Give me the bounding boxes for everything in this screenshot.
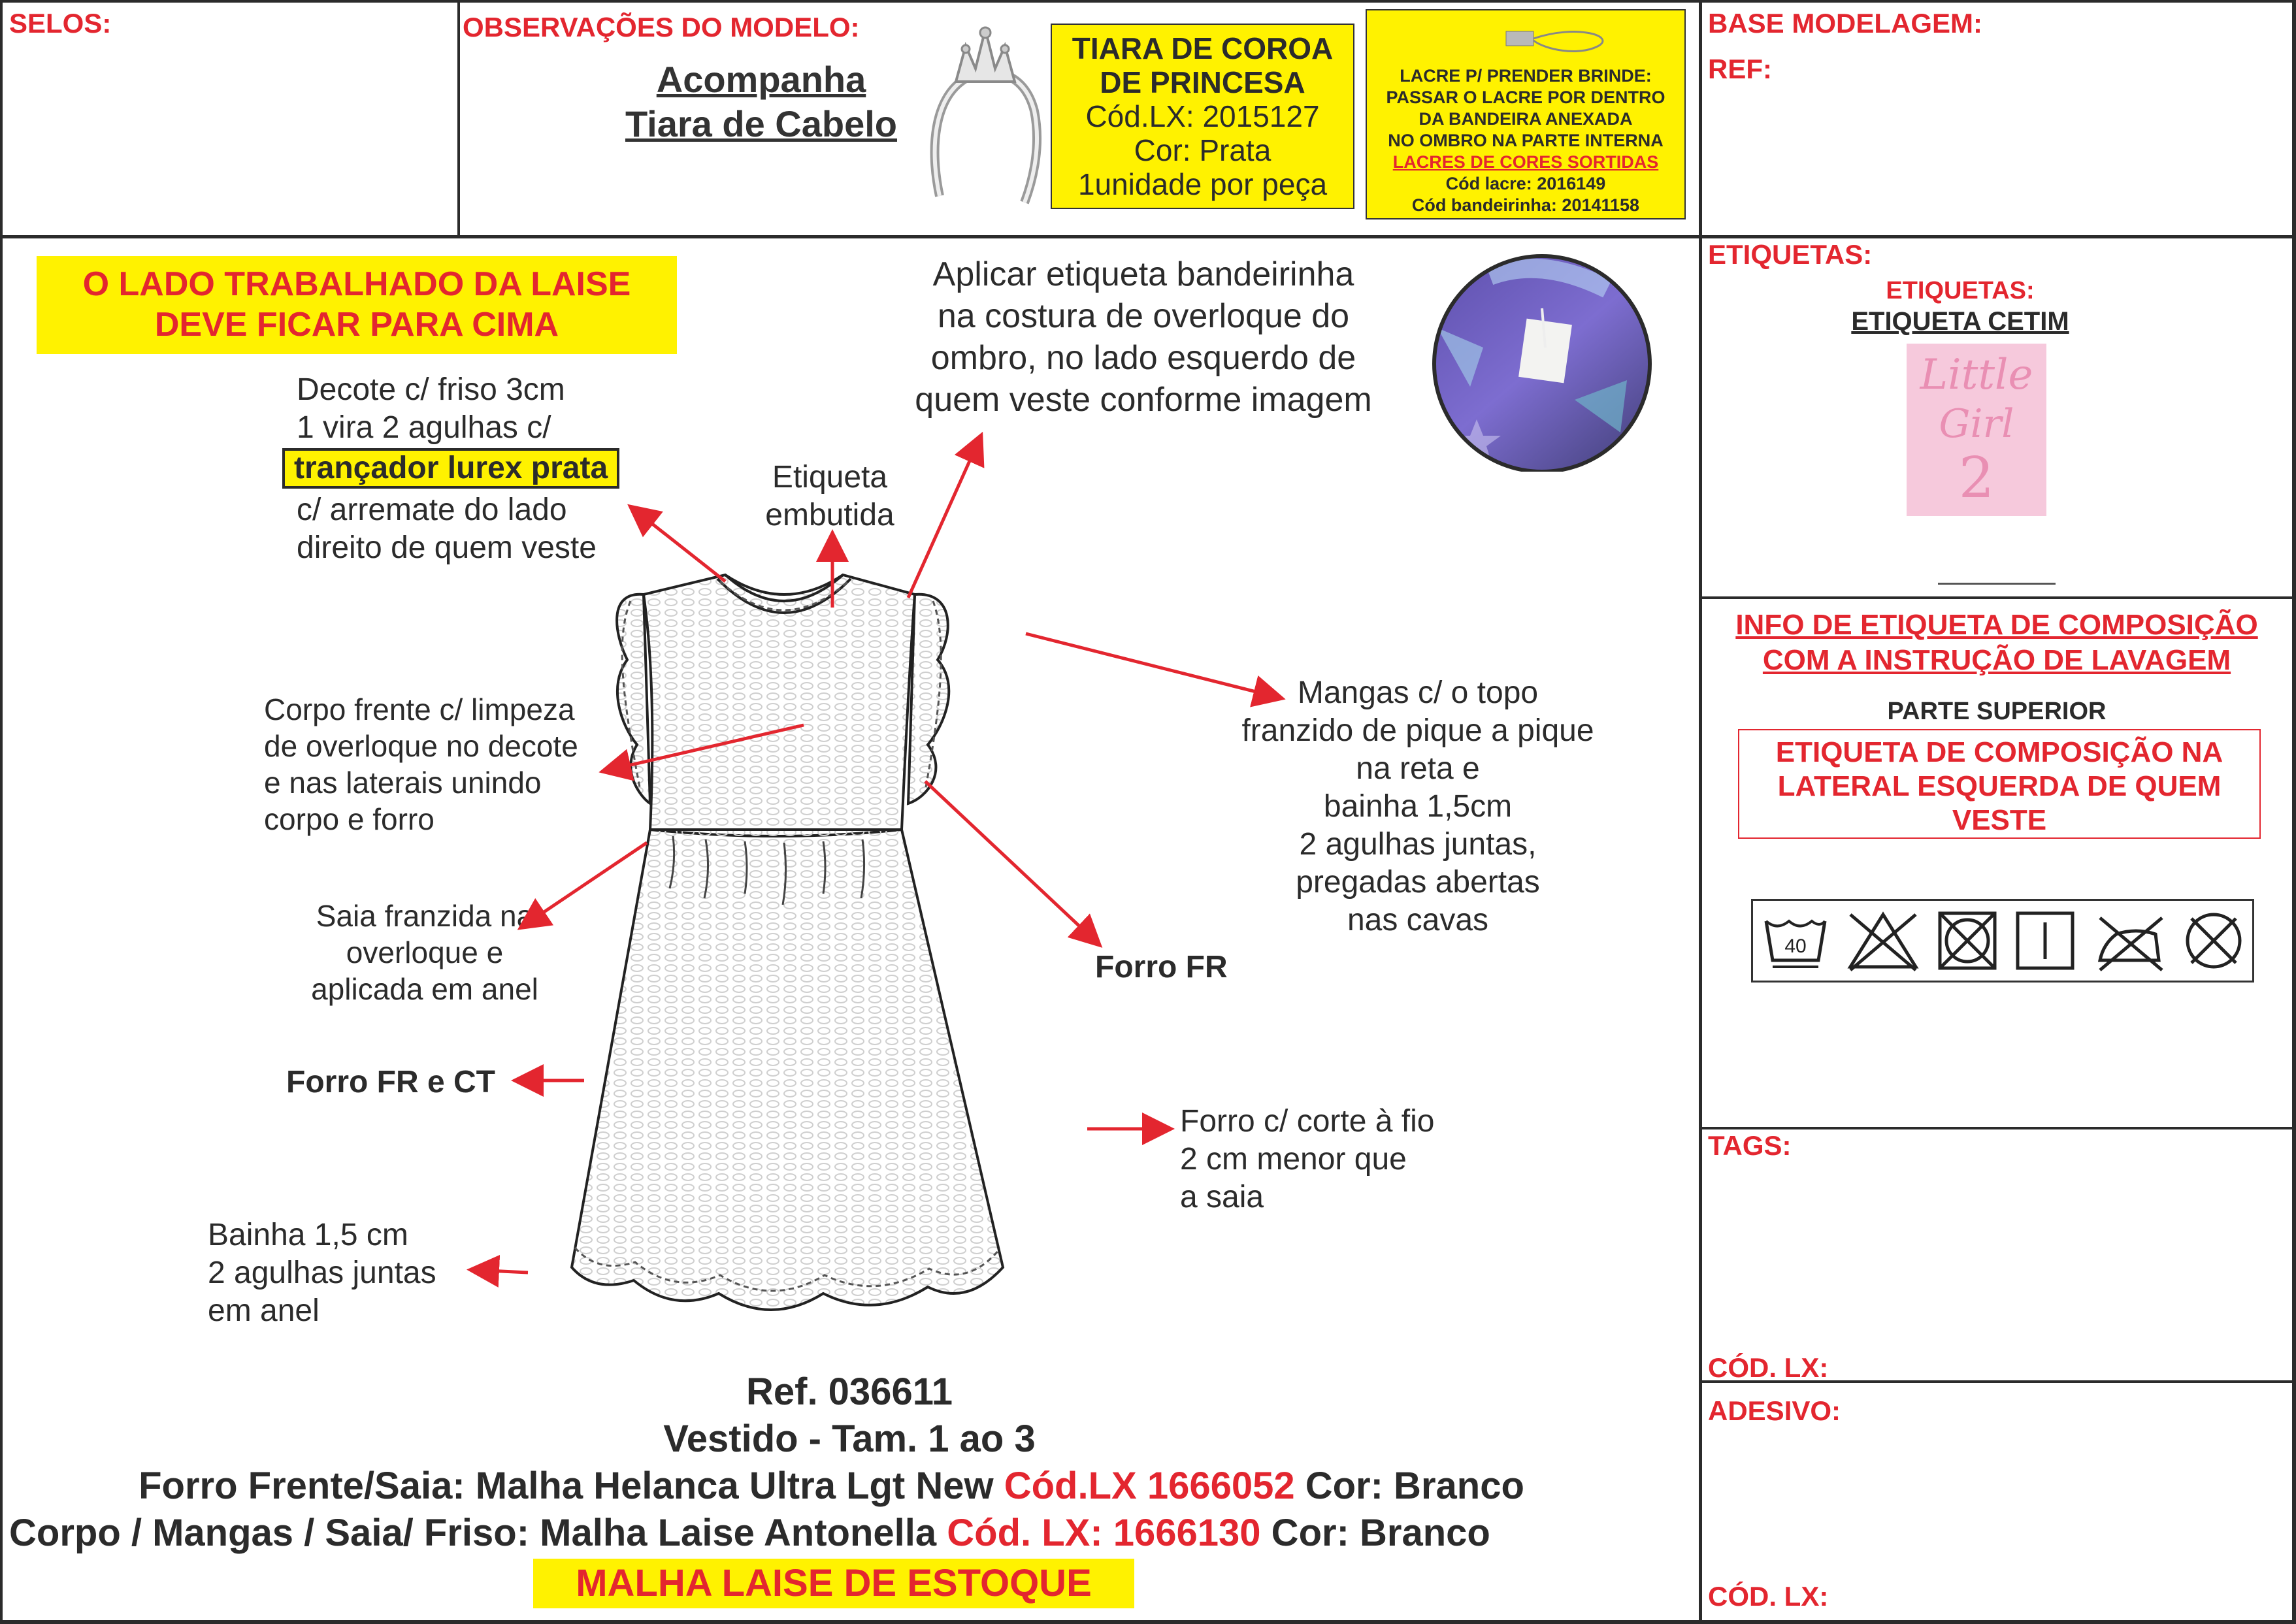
- forro-spec: [0, 1463, 1663, 1509]
- forro-spec-a: Forro Frente/Saia: Malha Helanca Ultra Lgt New: [139, 1465, 1004, 1507]
- mangas-line4: bainha 1,5cm: [1323, 789, 1513, 824]
- arrow-aplicar: [908, 438, 980, 598]
- mangas-line6: pregadas abertas: [1296, 865, 1540, 900]
- comp-line1: ETIQUETA DE COMPOSIÇÃO NA: [1775, 736, 2223, 768]
- wash-40-icon: [1760, 908, 1831, 973]
- mangas-line7: nas cavas: [1347, 903, 1489, 937]
- tags-label: TAGS:: [1708, 1130, 1792, 1161]
- tiara-line5: 1unidade por peça: [1077, 167, 1328, 201]
- adesivo-cod-lx: CÓD. LX:: [1708, 1581, 1829, 1612]
- bainha-line1: Bainha 1,5 cm: [208, 1218, 408, 1252]
- corpo-spec-c: Cor: Branco: [1260, 1512, 1490, 1554]
- etiquetas-sub: ETIQUETAS:: [1886, 277, 2035, 304]
- saia-line2: overloque e: [346, 935, 504, 969]
- forro-corte-line2: 2 cm menor que: [1180, 1142, 1407, 1177]
- comp-line2: LATERAL ESQUERDA DE QUEM: [1777, 770, 2222, 802]
- saia-line1: Saia franzida na: [316, 899, 534, 933]
- info-line2: COM A INSTRUÇÃO DE LAVAGEM: [1762, 644, 2231, 676]
- decote-line1: Decote c/ friso 3cm: [297, 372, 565, 407]
- corpo-line2: de overloque no decote: [264, 729, 578, 763]
- estoque-banner: MALHA LAISE DE ESTOQUE: [533, 1559, 1134, 1608]
- no-bleach-icon: [1844, 908, 1922, 973]
- label-size: 2: [1958, 446, 1995, 511]
- arrow-mangas: [1026, 634, 1279, 698]
- base-modelagem-label: BASE MODELAGEM:: [1708, 8, 1982, 39]
- decote-line5: direito de quem veste: [297, 530, 597, 565]
- tags-cod-lx: CÓD. LX:: [1708, 1352, 1829, 1383]
- comp-line3: VESTE: [1952, 804, 2047, 836]
- forro-spec-code: Cód.LX 1666052: [1004, 1465, 1295, 1507]
- etiqueta-cetim: ETIQUETA CETIM: [1851, 307, 2069, 336]
- corpo-line4: corpo e forro: [264, 802, 435, 836]
- decote-line4: c/ arremate do lado: [297, 493, 567, 527]
- etiqueta-line2: embutida: [765, 498, 894, 532]
- lacre-line5: LACRES DE CORES SORTIDAS: [1392, 152, 1659, 172]
- tiara-line4: Cor: Prata: [1134, 133, 1271, 167]
- ref-title: Ref. 036611: [746, 1371, 953, 1413]
- acompanha-line2: Tiara de Cabelo: [625, 103, 897, 144]
- arrow-corpo: [605, 725, 804, 771]
- corpo-spec-a: Corpo / Mangas / Saia/ Friso: Malha Laise Antonella: [9, 1512, 947, 1554]
- sidebar-split-2: [1699, 1127, 2296, 1129]
- info-composicao: [1703, 608, 2291, 678]
- lacre-line2: PASSAR O LACRE POR DENTRO: [1386, 88, 1665, 107]
- corpo-spec-code: Cód. LX: 1666130: [947, 1512, 1261, 1554]
- etiqueta-line1: Etiqueta: [772, 460, 888, 495]
- composicao-box: [1738, 729, 2261, 839]
- info-line1: INFO DE ETIQUETA DE COMPOSIÇÃO: [1735, 609, 2258, 641]
- label-underline: [1938, 583, 2056, 585]
- warning-line1: O LADO TRABALHADO DA LAISE: [82, 265, 631, 303]
- ref-label: REF:: [1708, 54, 1772, 84]
- aplicar-line4: quem veste conforme imagem: [915, 381, 1372, 419]
- arrow-forro-fr: [925, 781, 1098, 943]
- wash-care-symbols: [1751, 899, 2254, 983]
- selos-label: SELOS:: [9, 8, 112, 39]
- sidebar-split-1: [1699, 596, 2296, 599]
- line-dry-icon: [2012, 908, 2078, 973]
- lacre-line1: LACRE P/ PRENDER BRINDE:: [1400, 66, 1652, 86]
- saia-line3: aplicada em anel: [311, 972, 538, 1006]
- aplicar-line1: Aplicar etiqueta bandeirinha: [932, 255, 1354, 293]
- forro-spec-c: Cor: Branco: [1294, 1465, 1524, 1507]
- mangas-line5: 2 agulhas juntas,: [1299, 827, 1537, 862]
- arrow-bainha: [473, 1270, 528, 1273]
- forro-fr-label: Forro FR: [1095, 950, 1228, 984]
- forro-fr-ct-label: Forro FR e CT: [286, 1065, 495, 1099]
- aplicar-line2: na costura de overloque do: [937, 297, 1350, 335]
- tiara-line2: DE PRINCESA: [1100, 65, 1305, 99]
- aplicar-line3: ombro, no lado esquerdo de: [930, 339, 1356, 377]
- mangas-line1: Mangas c/ o topo: [1297, 675, 1539, 710]
- lacre-line3: DA BANDEIRA ANEXADA: [1419, 109, 1633, 129]
- arrow-decote: [632, 508, 725, 581]
- forro-corte-line1: Forro c/ corte à fio: [1180, 1104, 1435, 1139]
- lacre-line4: NO OMBRO NA PARTE INTERNA: [1388, 131, 1664, 150]
- lacre-line6: Cód lacre: 2016149: [1445, 174, 1606, 193]
- no-dry-clean-icon: [2181, 908, 2246, 973]
- no-iron-icon: [2090, 908, 2169, 973]
- tiara-line1: TIARA DE COROA: [1072, 31, 1334, 65]
- no-tumble-dry-icon: [1935, 908, 2000, 973]
- decote-line2: 1 vira 2 agulhas c/: [297, 410, 551, 445]
- forro-corte-line3: a saia: [1180, 1180, 1264, 1214]
- arrow-saia: [523, 843, 647, 926]
- parte-superior: PARTE SUPERIOR: [1887, 698, 2107, 725]
- label-brand-2: Girl: [1939, 401, 2014, 447]
- warning-line2: DEVE FICAR PARA CIMA: [154, 306, 559, 344]
- corpo-line1: Corpo frente c/ limpeza: [264, 692, 575, 726]
- mangas-line3: na reta e: [1356, 751, 1480, 786]
- etiquetas-label: ETIQUETAS:: [1708, 239, 1873, 270]
- lacre-line7: Cód bandeirinha: 20141158: [1411, 195, 1640, 215]
- bainha-line2: 2 agulhas juntas: [208, 1256, 436, 1290]
- tiara-line3: Cód.LX: 2015127: [1085, 99, 1320, 133]
- corpo-line3: e nas laterais unindo: [264, 766, 542, 800]
- acompanha-line1: Acompanha: [656, 59, 866, 100]
- corpo-spec: [9, 1510, 1695, 1556]
- bainha-line3: em anel: [208, 1293, 320, 1328]
- observacoes-label: OBSERVAÇÕES DO MODELO:: [463, 12, 860, 42]
- wash-temp: 40: [1784, 935, 1807, 957]
- adesivo-label: ADESIVO:: [1708, 1395, 1841, 1426]
- label-brand-1: Little: [1920, 351, 2033, 399]
- satin-label-sample: [1907, 344, 2046, 516]
- mangas-line2: franzido de pique a pique: [1241, 713, 1594, 748]
- decote-line3: trançador lurex prata: [282, 448, 619, 489]
- vestido-title: Vestido - Tam. 1 ao 3: [663, 1418, 1036, 1460]
